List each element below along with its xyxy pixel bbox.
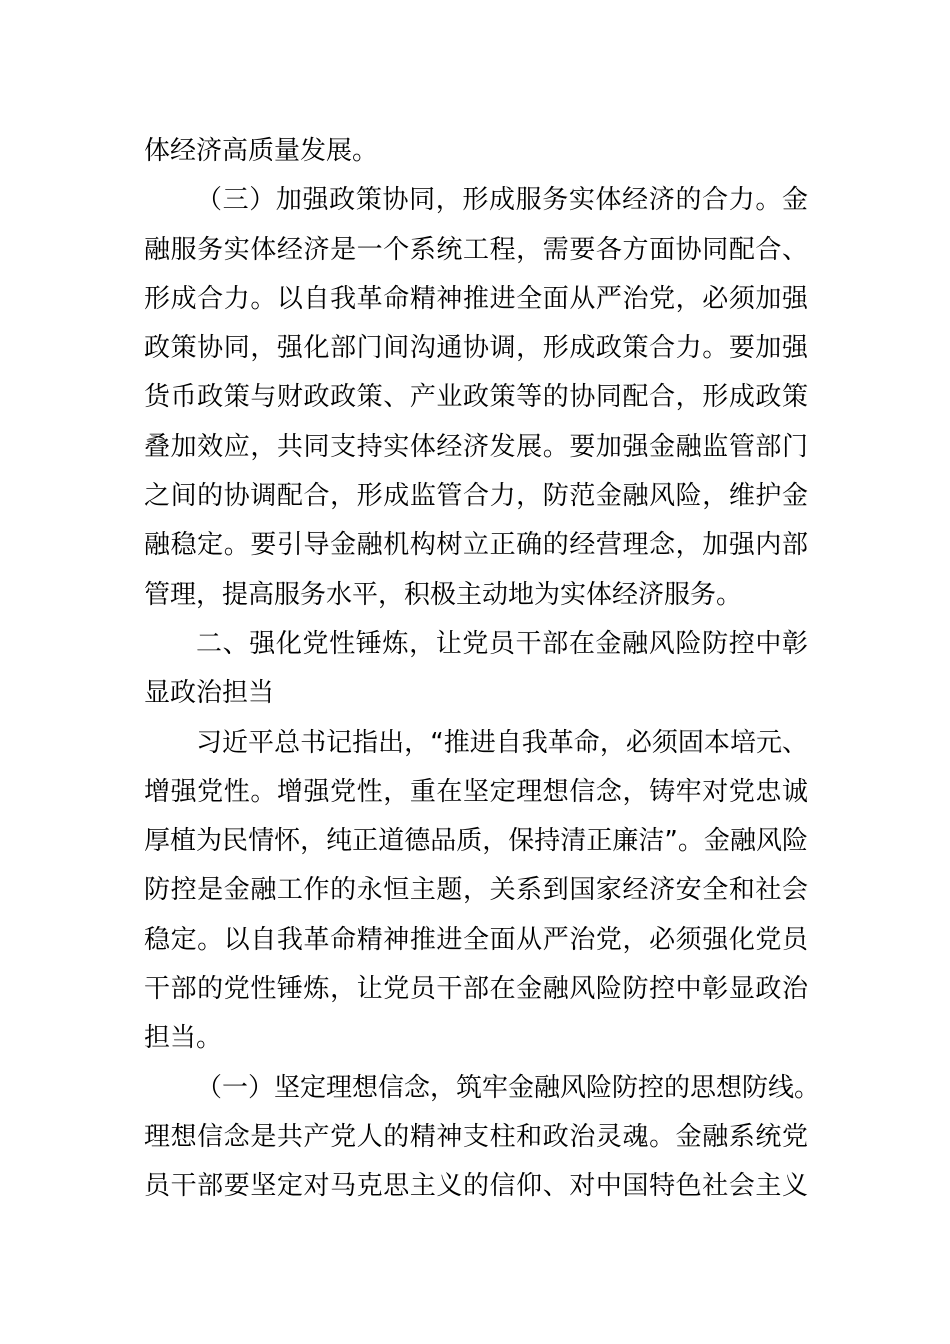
subsection-heading-line: （一）坚定理想信念，筑牢金融风险防控的思想防线。 <box>196 1072 821 1103</box>
document-body <box>144 127 821 1212</box>
text-line: 货币政策与财政政策、产业政策等的协同配合，形成政策 <box>144 382 808 413</box>
text-line: 管理，提高服务水平，积极主动地为实体经济服务。 <box>144 579 743 610</box>
subsection-heading-line: （三）加强政策协同，形成服务实体经济的合力。金 <box>196 185 808 216</box>
text-line: 形成合力。以自我革命精神推进全面从严治党，必须加强 <box>144 283 808 314</box>
text-line: 担当。 <box>144 1023 223 1054</box>
text-line: 体经济高质量发展。 <box>144 136 379 166</box>
text-line: 稳定。以自我革命精神推进全面从严治党，必须强化党员 <box>144 924 808 955</box>
text-line: 干部的党性锤炼，让党员干部在金融风险防控中彰显政治 <box>144 974 808 1005</box>
section-heading-line: 二、强化党性锤炼，让党员干部在金融风险防控中彰 <box>196 628 808 659</box>
text-line: 理想信念是共产党人的精神支柱和政治灵魂。金融系统党 <box>144 1121 808 1152</box>
text-line: 融稳定。要引导金融机构树立正确的经营理念，加强内部 <box>144 530 808 561</box>
section-heading-line: 显政治担当 <box>144 678 275 709</box>
text-line: 习近平总书记指出，“推进自我革命，必须固本培元、 <box>196 727 808 758</box>
text-line: 员干部要坚定对马克思主义的信仰、对中国特色社会主义 <box>144 1171 808 1202</box>
text-line: 叠加效应，共同支持实体经济发展。要加强金融监管部门 <box>144 431 808 462</box>
text-line: 增强党性。增强党性，重在坚定理想信念，铸牢对党忠诚 <box>144 776 808 807</box>
text-line: 防控是金融工作的永恒主题，关系到国家经济安全和社会 <box>144 875 808 906</box>
text-line: 厚植为民情怀，纯正道德品质，保持清正廉洁”。金融风险 <box>144 826 808 857</box>
text-line: 之间的协调配合，形成监管合力，防范金融风险，维护金 <box>144 481 808 512</box>
text-line: 政策协同，强化部门间沟通协调，形成政策合力。要加强 <box>144 333 808 364</box>
text-line: 融服务实体经济是一个系统工程，需要各方面协同配合、 <box>144 234 808 265</box>
